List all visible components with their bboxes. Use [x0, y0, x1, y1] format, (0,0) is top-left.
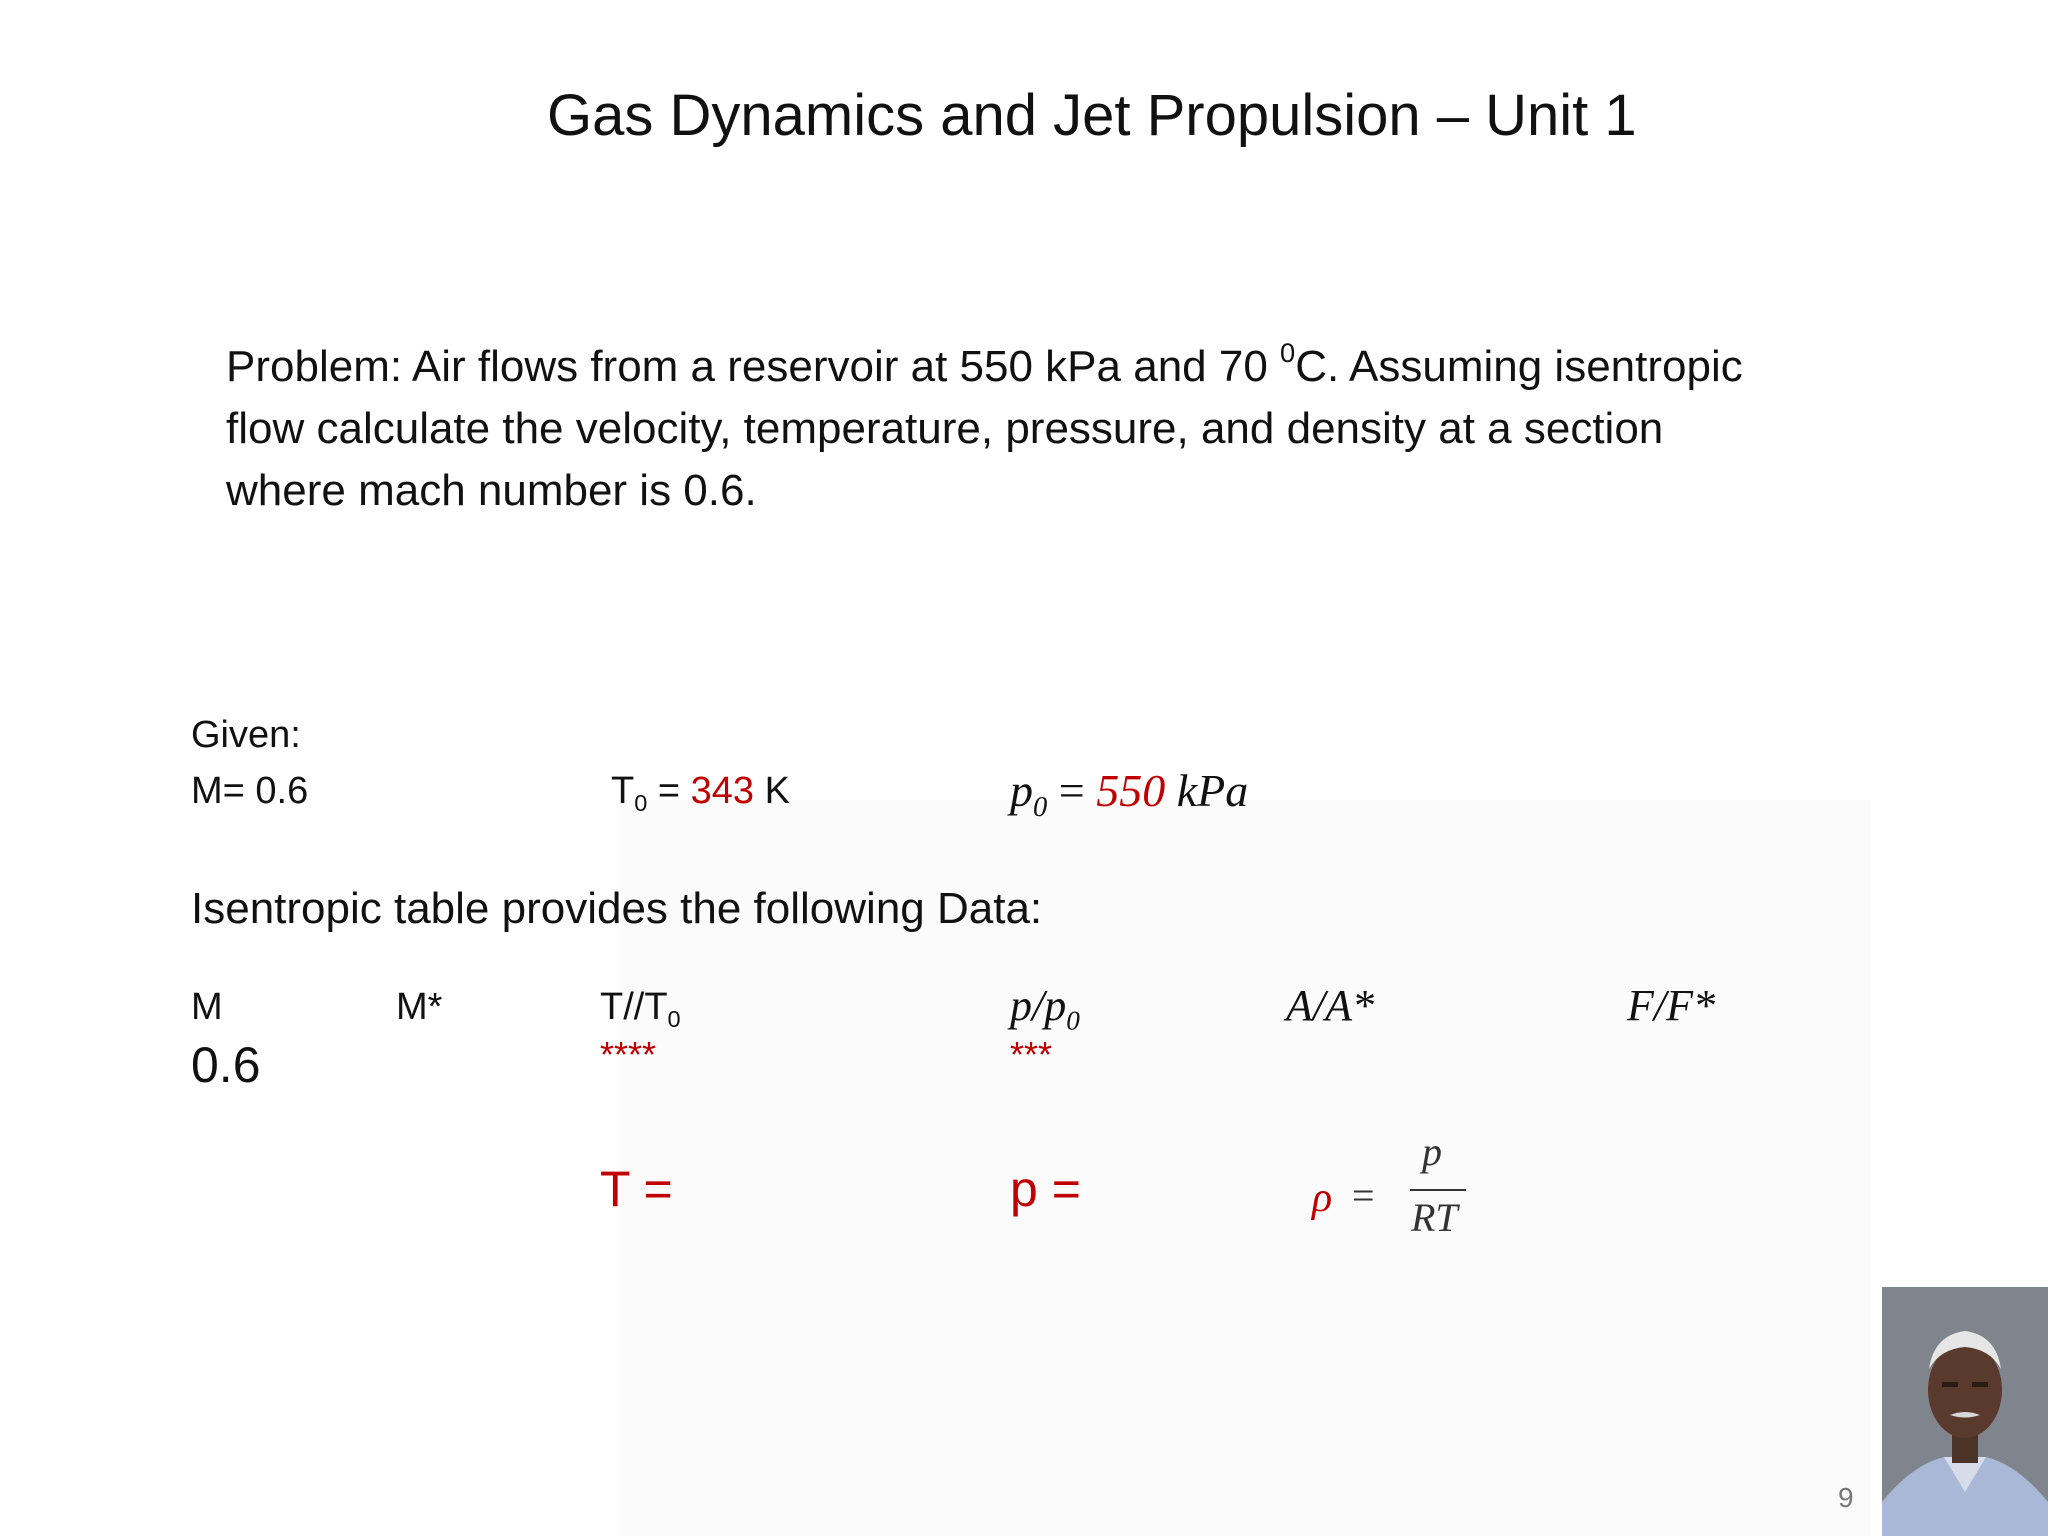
- col-header-p-ratio: $p/p_0$: [1010, 981, 1080, 1036]
- problem-line-1: Problem: Air flows from a reservoir at 550 kPa and 70 $^0$C. Assuming isentropic: [226, 336, 1743, 391]
- given-heading: Given:: [191, 714, 301, 756]
- col-header-area-ratio: A/A*: [1286, 981, 1374, 1030]
- rho-denominator: RT: [1411, 1195, 1458, 1240]
- table-intro: Isentropic table provides the following Data:: [191, 884, 1043, 933]
- rho-symbol: ρ: [1312, 1175, 1333, 1221]
- col-header-t-ratio: $T//T_0$: [600, 986, 681, 1033]
- row-value-p-ratio: ***: [1010, 1034, 1053, 1075]
- presenter-video: [1882, 1287, 2048, 1536]
- given-stagnation-pressure: $p_0 = 550$ kPa: [1010, 765, 1249, 823]
- row-value-m: 0.6: [191, 1037, 261, 1093]
- col-header-m: M: [191, 986, 223, 1028]
- fraction-bar: [1410, 1189, 1466, 1191]
- col-header-force-ratio: F/F*: [1627, 981, 1715, 1030]
- result-pressure: p =: [1010, 1161, 1081, 1217]
- p0-value: 550: [1096, 765, 1166, 816]
- result-temperature: T =: [600, 1161, 673, 1217]
- rho-numerator: p: [1422, 1129, 1442, 1174]
- problem-line-3: where mach number is 0.6.: [226, 466, 757, 515]
- density-formula: [1308, 1129, 1478, 1244]
- row-value-t-ratio: ****: [600, 1034, 657, 1075]
- degree-superscript: 0: [1280, 336, 1296, 368]
- slide-title: Gas Dynamics and Jet Propulsion – Unit 1: [547, 83, 1637, 148]
- given-mach: M= 0.6: [191, 770, 309, 812]
- problem-line-2: flow calculate the velocity, temperature, pressure, and density at a section: [226, 404, 1664, 453]
- page-number: 9: [1838, 1482, 1854, 1513]
- col-header-mstar: M*: [396, 986, 443, 1028]
- t0-value: 343: [690, 770, 755, 812]
- given-stagnation-temperature: $T_0 = 343$ K: [611, 770, 790, 817]
- presenter-avatar: [1882, 1287, 2048, 1536]
- problem-statement: [226, 336, 1743, 522]
- rho-equals: =: [1352, 1173, 1375, 1218]
